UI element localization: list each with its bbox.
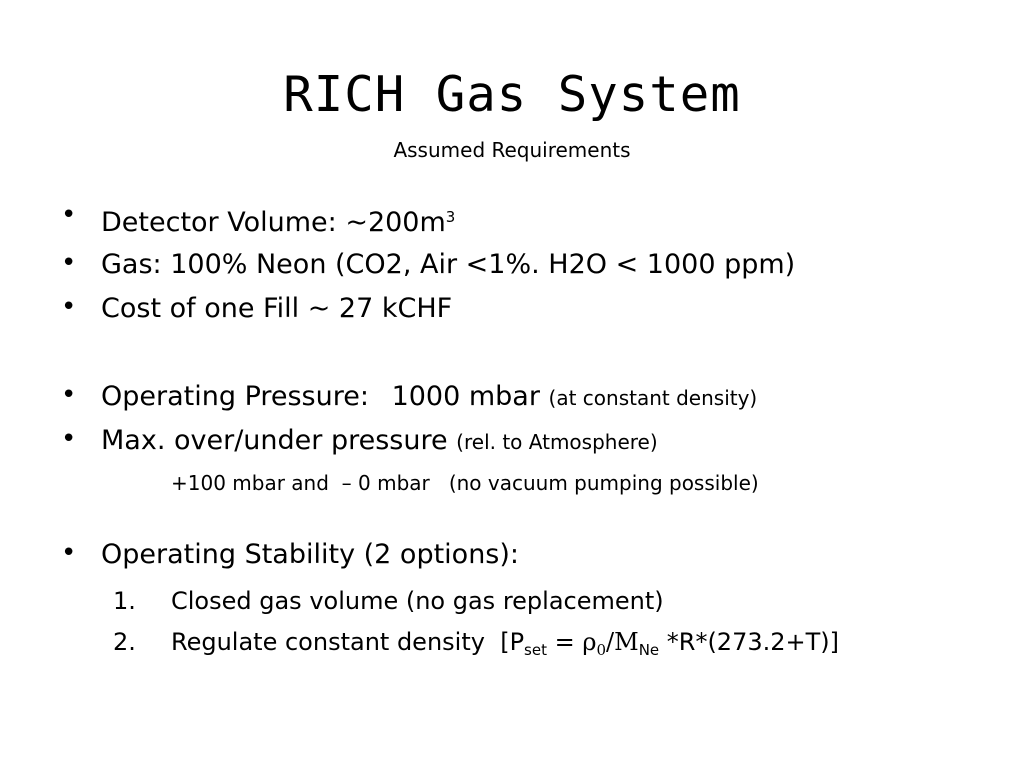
bullet-marker: • [61, 248, 77, 278]
bullet-operating-pressure [101, 380, 757, 415]
rho-symbol: ρ [582, 628, 597, 656]
bullet-marker: • [61, 538, 77, 568]
subscript-set: set [524, 641, 547, 659]
regulate-text-end: *R*(273.2+T)] [659, 628, 840, 656]
subscript-zero: 0 [596, 641, 607, 659]
bullet-marker: • [61, 380, 77, 410]
overunder-note: (rel. to Atmosphere) [456, 430, 658, 454]
bullet-marker: • [61, 424, 77, 454]
pressure-note: (at constant density) [548, 386, 758, 410]
bullet-marker: • [61, 200, 77, 230]
slash-m: /M [606, 628, 639, 656]
pressure-label: Operating Pressure: [101, 381, 369, 412]
overunder-detail: +100 mbar and – 0 mbar (no vacuum pumping possible) [171, 471, 759, 495]
slide-title: RICH Gas System [283, 66, 741, 123]
regulate-text-start: Regulate constant density [P [171, 628, 525, 656]
subscript-ne: Ne [638, 641, 660, 659]
overunder-label: Max. over/under pressure [101, 425, 448, 456]
detector-volume-text: Detector Volume: ~200m [101, 207, 446, 238]
option-closed-gas-volume: Closed gas volume (no gas replacement) [171, 587, 664, 615]
option-regulate-density [171, 626, 839, 666]
bullet-detector-volume [101, 200, 455, 240]
pressure-value: 1000 mbar [391, 381, 540, 412]
bullet-gas: Gas: 100% Neon (CO2, Air <1%. H2O < 1000 ppm) [101, 249, 796, 280]
bullet-marker: • [61, 292, 77, 322]
bullet-operating-stability: Operating Stability (2 options): [101, 539, 519, 570]
detector-volume-superscript: 3 [445, 208, 456, 226]
option-number: 1. [113, 587, 136, 615]
bullet-over-under-pressure [101, 424, 658, 459]
bullet-cost: Cost of one Fill ~ 27 kCHF [101, 293, 453, 324]
slide-subtitle: Assumed Requirements [393, 138, 631, 162]
option-number: 2. [113, 628, 136, 656]
equals-sign: = [546, 628, 583, 656]
